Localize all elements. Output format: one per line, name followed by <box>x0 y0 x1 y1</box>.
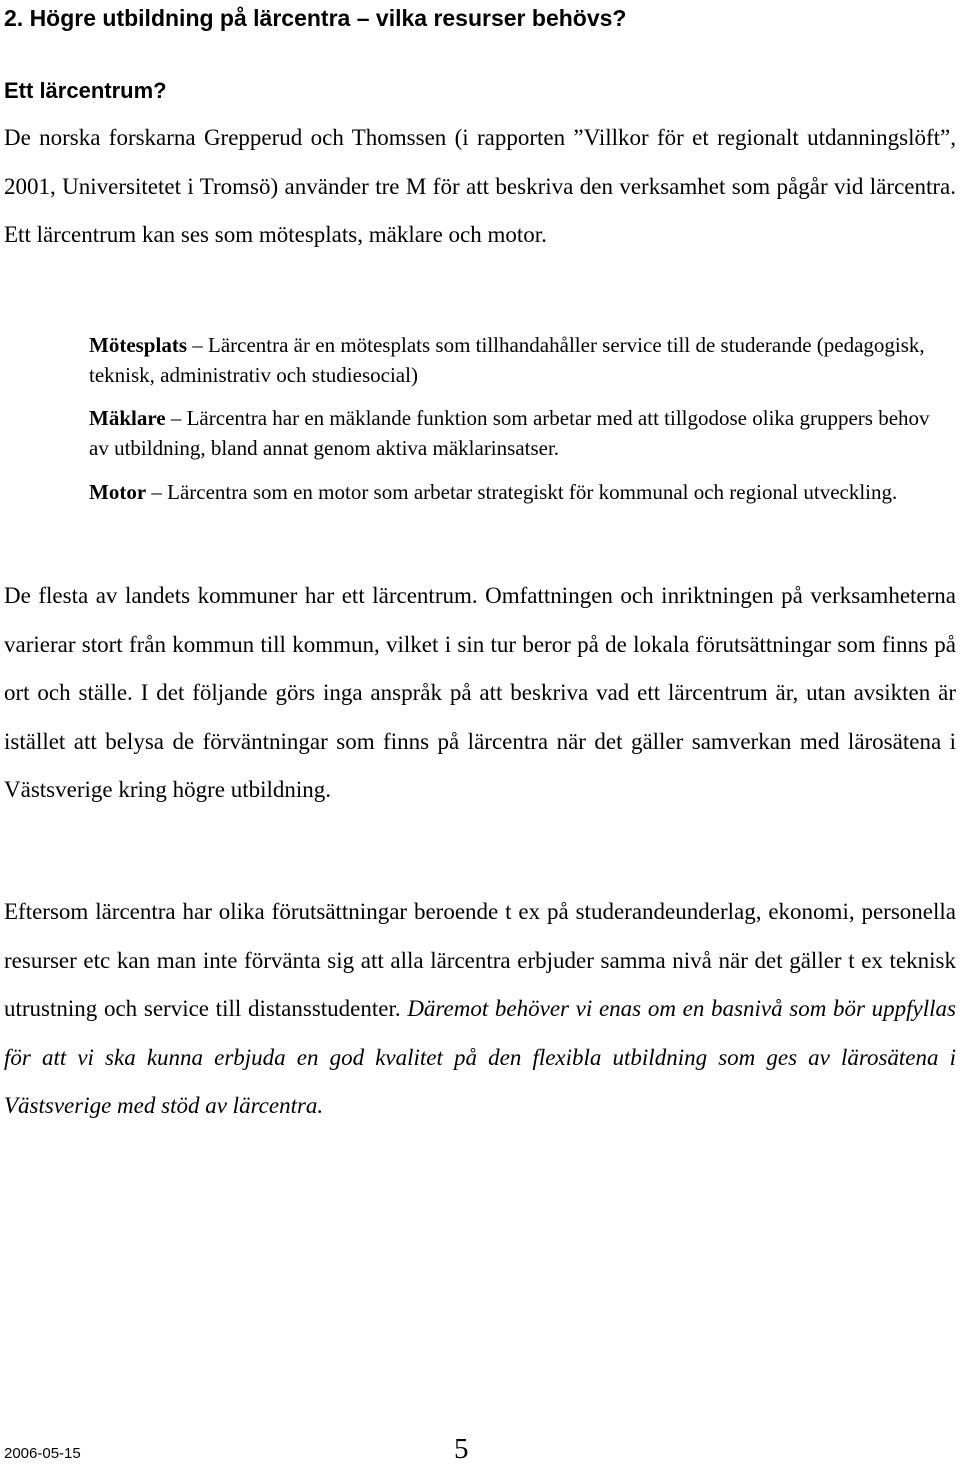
m-item-description: – Lärcentra är en mötesplats som tillhandahåller service till de studerande (pedagogisk, teknisk, administrativ och studiesocial) <box>89 333 925 387</box>
m-item-term: Mäklare <box>89 406 166 430</box>
body-paragraph-3 <box>4 888 956 1131</box>
paragraph-italic-text: Däremot behöver vi enas om en basnivå som bör uppfyllas för att vi ska kunna erbjuda en god kvalitet på den flexibla utbildning som ges av lärosätena i Västsverige med stöd av lärcentra. <box>4 996 956 1119</box>
m-item-term: Mötesplats <box>89 333 187 357</box>
m-item-term: Motor <box>89 480 147 504</box>
intro-paragraph: De norska forskarna Grepperud och Thomssen (i rapporten ”Villkor för et regionalt utdanningslöft”, 2001, Universitetet i Tromsö) använder tre M för att beskriva den verksamhet som pågår vid lärcentra. Ett lärcentrum kan ses som mötesplats, mäklare och motor. <box>4 125 956 248</box>
m-item-motor <box>89 477 953 507</box>
m-item-description: – Lärcentra har en mäklande funktion som arbetar med att tillgodose olika gruppers behov av utbildning, bland annat genom aktiva mäklarinsatser. <box>89 406 930 460</box>
m-item-description: – Lärcentra som en motor som arbetar strategiskt för kommunal och regional utveckling. <box>146 480 898 504</box>
footer-date: 2006-05-15 <box>4 1445 81 1462</box>
subsection-heading: Ett lärcentrum? <box>4 78 167 103</box>
section-heading: 2. Högre utbildning på lärcentra – vilka resurser behövs? <box>4 5 627 31</box>
body-paragraph-2: De flesta av landets kommuner har ett lärcentrum. Omfattningen och inriktningen på verksamheterna varierar stort från kommun till kommun, vilket i sin tur beror på de lokala förutsättningar som finns på ort och ställe. I det följande görs inga anspråk på att beskriva vad ett lärcentrum är, utan avsikten är istället att belysa de förväntningar som finns på lärcentra när det gäller samverkan med lärosätena i Västsverige kring högre utbildning. <box>4 583 956 803</box>
paragraph-regular-text: Eftersom lärcentra har olika förutsättningar beroende t ex på studerandeunderlag, ekonomi, personella resurser etc kan man inte förvänta sig att alla lärcentra erbjuder samma nivå när det gäller t ex teknisk utrustning och service till distansstudenter. <box>4 899 956 1022</box>
m-item-maklare <box>89 403 953 463</box>
m-item-motesplats <box>89 330 953 390</box>
page-number: 5 <box>454 1433 469 1465</box>
